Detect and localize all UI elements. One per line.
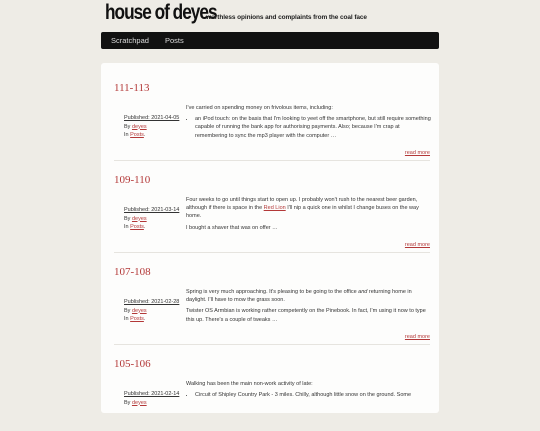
post-meta (124, 298, 179, 324)
post-excerpt (186, 380, 431, 399)
post-category-line: In Posts. (124, 316, 146, 322)
author-link[interactable]: deyes (131, 215, 147, 222)
author-link[interactable]: deyes (131, 399, 147, 406)
excerpt-list (186, 391, 431, 399)
excerpt-list-item: • Circuit of Shipley Country Park - 3 miles. Chilly, although little snow on the ground. Some (195, 391, 431, 399)
post-author-line (124, 215, 179, 224)
category-label: In (124, 132, 131, 138)
main-nav (101, 32, 439, 49)
excerpt-paragraph (186, 288, 431, 304)
post-item (101, 339, 439, 431)
read-more-link[interactable]: read more (404, 150, 430, 156)
post-author-line (124, 123, 179, 132)
post-category-line: In Posts. (124, 224, 146, 230)
category-label: In (124, 316, 131, 322)
category-label: In (124, 224, 131, 230)
read-more-link[interactable]: read more (404, 334, 430, 340)
site-tagline: worthless opinions and complaints from the coal face (206, 14, 367, 21)
post-category-line: In Posts. (124, 132, 146, 138)
site-title[interactable]: house of deyes (105, 1, 217, 24)
post-published-date: Published: 2021-04-05 (124, 115, 180, 121)
site-header (105, 0, 440, 30)
nav-item-posts[interactable]: Posts (165, 36, 184, 45)
post-title-link[interactable]: 105-106 (114, 358, 151, 370)
red-lion-link[interactable]: Red Lion (263, 205, 286, 212)
excerpt-list-item: • an iPod touch: on the basis that I'm looking to yeet off the smartphone, but still require something capable of running the bank app for authorising payments. Also; because I'm crap at remembering to sync the mp3 player with the computer … (195, 115, 431, 140)
excerpt-list (186, 115, 431, 140)
post-title-link[interactable]: 109-110 (114, 174, 151, 186)
excerpt-text: Spring is very much approaching. It's pleasing to be going to the office (186, 289, 359, 295)
post-excerpt (186, 104, 431, 140)
post-list (101, 63, 439, 413)
post-author-line (124, 399, 179, 408)
post-author-line (124, 307, 179, 316)
category-link[interactable]: Posts (130, 316, 144, 322)
excerpt-paragraph: Twister OS Armbian is working rather competently on the Pinebook. In fact, I'm using it now to type this up. There's a couple of tweaks … (186, 308, 426, 323)
post-meta (124, 114, 179, 140)
author-label: By (124, 307, 132, 314)
category-link[interactable]: Posts (130, 224, 144, 230)
read-more-link[interactable]: read more (404, 242, 430, 248)
excerpt-text: I'll nip a quick one in whilst I change buses on the way home. (186, 205, 419, 220)
author-label: By (124, 215, 132, 222)
excerpt-paragraph (186, 196, 431, 221)
post-meta (124, 390, 179, 407)
post-published-date: Published: 2021-03-14 (124, 207, 180, 213)
excerpt-paragraph: Walking has been the main non-work activity of late: (186, 381, 313, 387)
category-link[interactable]: Posts (130, 132, 144, 138)
excerpt-paragraph: I've carried on spending money on frivolous items, including: (186, 105, 333, 111)
post-published-date: Published: 2021-02-14 (124, 391, 180, 397)
post-excerpt (186, 196, 431, 235)
author-link[interactable]: deyes (131, 307, 147, 314)
post-item (101, 155, 439, 247)
post-title-link[interactable]: 111-113 (114, 82, 150, 94)
post-meta (124, 206, 179, 232)
excerpt-text: returning home in daylight. I'll have to mow the grass soon. (186, 289, 412, 304)
author-link[interactable]: deyes (131, 123, 147, 130)
excerpt-emphasis: and (358, 289, 368, 295)
author-label: By (124, 399, 132, 406)
post-title-link[interactable]: 107-108 (114, 266, 151, 278)
post-item (101, 247, 439, 339)
excerpt-paragraph: I bought a shaver that was on offer … (186, 224, 278, 231)
post-published-date: Published: 2021-02-28 (124, 299, 180, 305)
post-item (101, 63, 439, 155)
author-label: By (124, 123, 132, 130)
excerpt-text: Four weeks to go until things start to open up. I probably won't rush to the nearest beer garden, although if there is space in the (186, 197, 418, 212)
post-excerpt (186, 288, 431, 327)
nav-item-scratchpad[interactable]: Scratchpad (111, 36, 149, 45)
